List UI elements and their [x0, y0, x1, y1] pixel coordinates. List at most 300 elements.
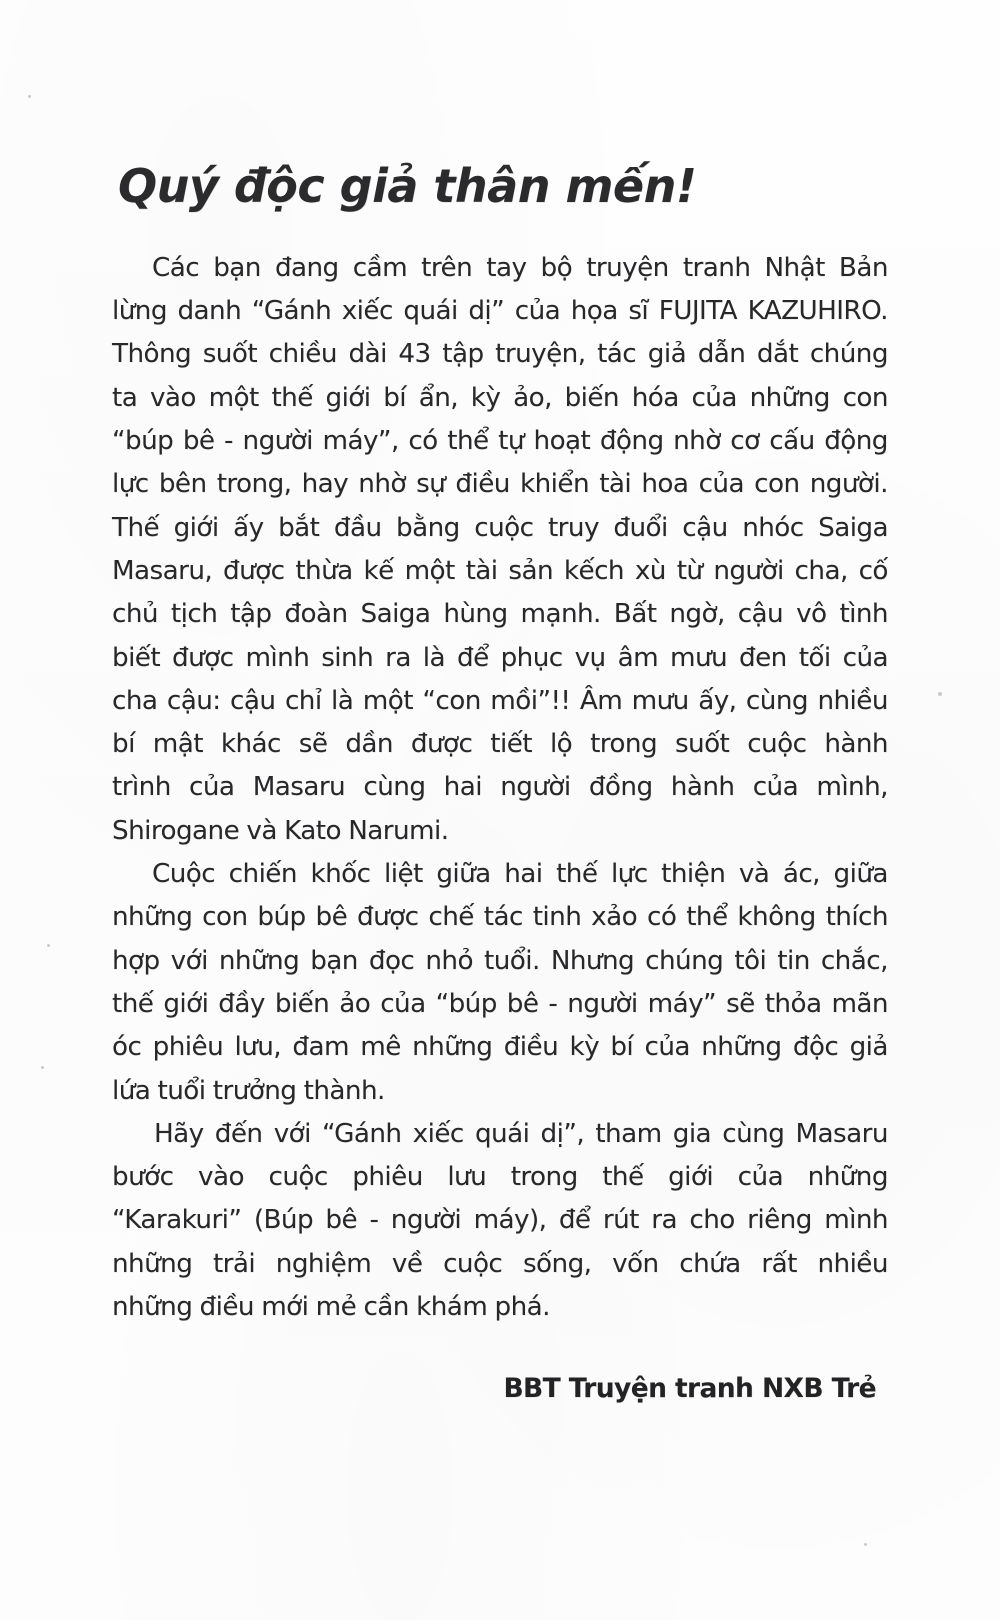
text-word: máy”, [322, 426, 399, 457]
text-word: vụ [574, 642, 606, 673]
text-word: cùng [722, 1118, 785, 1149]
text-word: quái [474, 1118, 530, 1149]
text-word: từ [676, 555, 703, 586]
text-word: họa [570, 296, 618, 327]
text-word: tài [465, 555, 498, 586]
text-word: lưu [447, 1162, 487, 1193]
text-word: - [548, 988, 558, 1019]
text-word: bước [112, 1162, 174, 1193]
text-word: bê [315, 902, 348, 933]
text-word: trong [590, 729, 658, 760]
text-word: khác [220, 729, 281, 760]
text-word: người [390, 1205, 462, 1236]
text-word: kếch [563, 555, 624, 586]
text-word: và [738, 859, 770, 890]
text-word: tiết [490, 729, 533, 760]
text-word: cha, [794, 555, 848, 586]
text-word: suốt [202, 339, 258, 370]
text-word: tay [486, 252, 527, 283]
text-line [112, 507, 888, 550]
text-word: ta [112, 382, 138, 413]
text-word: danh [177, 296, 242, 327]
text-line [112, 983, 888, 1026]
text-word: điều [503, 1032, 559, 1063]
text-word: cậu: [166, 685, 221, 716]
text-word: tham [595, 1118, 662, 1149]
text-line: Shirogane và Kato Narumi. [112, 815, 449, 846]
text-word: “Karakuri” [112, 1205, 242, 1236]
text-word: bí [383, 382, 407, 413]
text-word: của [644, 1032, 690, 1063]
text-line [112, 896, 888, 939]
page-title: Quý độc giả thân mến! [118, 159, 697, 213]
text-line [112, 1199, 888, 1242]
text-word: Nhật [764, 252, 825, 283]
text-word: hành [824, 729, 888, 760]
text-word: hai [504, 859, 543, 890]
text-word: của [380, 988, 426, 1019]
text-line [112, 247, 888, 290]
text-word: KAZUHIRO. [747, 296, 888, 327]
text-word: đam [292, 1032, 349, 1063]
text-word: được [410, 729, 473, 760]
text-word: tôi [734, 945, 767, 976]
text-word: lừng [112, 296, 167, 327]
text-word: truyện, [495, 339, 586, 370]
text-word: tác [597, 339, 637, 370]
text-word: chúng [645, 945, 724, 976]
text-word: cậu [682, 512, 728, 543]
text-word: thích [825, 902, 888, 933]
text-word: chủ [112, 599, 158, 630]
text-line [112, 377, 888, 420]
text-line [112, 853, 888, 896]
text-word: thỏa [764, 988, 822, 1019]
text-word: bê [182, 426, 215, 457]
text-word: với [170, 945, 208, 976]
text-word: bên [158, 469, 207, 500]
text-word: óc [112, 1032, 142, 1063]
text-word: ảo, [513, 382, 552, 413]
text-word: để [558, 1205, 591, 1236]
text-word: kỳ [470, 382, 501, 413]
text-word: rất [761, 1248, 797, 1279]
text-word: giả [647, 339, 687, 370]
text-word: Các [152, 252, 200, 283]
text-word: Masaru [252, 772, 346, 803]
text-word: lưu, [234, 1032, 282, 1063]
text-word: vốn [612, 1248, 659, 1279]
text-line [112, 593, 888, 636]
text-line [112, 290, 888, 333]
text-word: dị”, [540, 1118, 585, 1149]
text-word: thừa [295, 555, 353, 586]
text-word: được [172, 642, 234, 673]
text-word: động [824, 426, 888, 457]
text-word: quái [403, 296, 458, 327]
text-word: Bản [838, 252, 888, 283]
text-word: của [842, 642, 888, 673]
text-word: mạnh. [520, 599, 601, 630]
text-word: là [422, 642, 446, 673]
text-word: vào [149, 382, 196, 413]
text-word: cùng [363, 772, 426, 803]
text-word: tuổi. [484, 945, 540, 976]
text-word: chắc, [820, 945, 888, 976]
text-word: tinh [532, 902, 582, 933]
text-word: Saiga [360, 599, 431, 630]
text-word: đồng [588, 772, 653, 803]
text-word: 43 [398, 339, 431, 370]
text-word: liệt [384, 859, 423, 890]
text-word: bí [610, 1032, 634, 1063]
text-line [112, 333, 888, 376]
text-word: con [842, 382, 888, 413]
text-word: “con [422, 685, 481, 716]
text-word: hoạt [533, 426, 591, 457]
text-word: mưu [631, 685, 689, 716]
text-word: Thế [112, 512, 160, 543]
text-word: những [701, 1032, 782, 1063]
text-word: biến [274, 988, 330, 1019]
text-word: ác, [782, 859, 820, 890]
text-word: của [737, 1162, 784, 1193]
text-word: chứa [679, 1248, 741, 1279]
text-word: thế [112, 988, 154, 1019]
text-word: sự [416, 469, 446, 500]
text-word: một [404, 555, 455, 586]
text-word: ngờ, [669, 599, 725, 630]
text-word: “búp [435, 988, 497, 1019]
text-line [112, 420, 888, 463]
text-word: chế [428, 902, 474, 933]
text-word: rút [602, 1205, 639, 1236]
text-word: nhiều [817, 1248, 888, 1279]
text-word: hóa [631, 382, 679, 413]
text-word: dị” [468, 296, 505, 327]
text-word: người [500, 772, 571, 803]
text-word: Saiga [818, 512, 888, 543]
text-word: dẫn [697, 339, 746, 370]
text-word: những [112, 902, 193, 933]
text-word: được [223, 555, 285, 586]
text-word: suốt [674, 729, 730, 760]
text-word: trình [112, 772, 171, 803]
text-word: để [457, 642, 489, 673]
text-word: thế [271, 382, 313, 413]
text-word: phiêu [152, 1032, 224, 1063]
text-word: bạn [310, 945, 358, 976]
text-word: người [713, 555, 784, 586]
text-word: đến [214, 1118, 263, 1149]
text-word: sẽ [726, 988, 755, 1019]
text-word: con [754, 469, 800, 500]
text-word: giới [325, 382, 371, 413]
text-word: Thông [112, 339, 192, 370]
text-word: người [567, 988, 638, 1019]
text-word: trải [212, 1248, 256, 1279]
text-word: ấy, [698, 685, 737, 716]
text-word: mình [824, 1205, 888, 1236]
text-word: bê [506, 988, 539, 1019]
text-line [112, 1026, 888, 1069]
text-word: xiếc [412, 1118, 464, 1149]
text-word: ra [385, 642, 411, 673]
text-word: truy [547, 512, 599, 543]
text-word: sống, [522, 1248, 592, 1279]
text-line [112, 1113, 888, 1156]
text-word: bí [112, 729, 135, 760]
text-word: dắt [756, 339, 799, 370]
text-word: thế [556, 859, 598, 890]
text-word: kế [363, 555, 394, 586]
text-word: độc [792, 1032, 839, 1063]
text-word: tập [442, 339, 484, 370]
text-word: nhiều [817, 685, 888, 716]
text-word: tập [230, 599, 272, 630]
text-word: hoa [641, 469, 689, 500]
text-word: máy” [647, 988, 717, 1019]
text-word: của [189, 772, 235, 803]
text-word: Masaru [795, 1118, 888, 1149]
text-word: tình [839, 599, 888, 630]
page-speck [28, 95, 31, 98]
text-word: bộ [540, 252, 573, 283]
text-word: một [208, 382, 259, 413]
text-word: dài [348, 339, 387, 370]
text-word: những [112, 1248, 193, 1279]
text-word: đuổi [613, 512, 668, 543]
text-line: những điều mới mẻ cần khám phá. [112, 1292, 550, 1323]
text-word: cuộc [474, 512, 534, 543]
text-word: xù [634, 555, 666, 586]
text-line [112, 550, 888, 593]
text-word: âm [617, 642, 659, 673]
text-word: cha [112, 685, 158, 716]
page-speck [864, 1543, 867, 1546]
text-word: lực [610, 859, 648, 890]
text-word: Bất [613, 599, 657, 630]
text-word: xiếc [341, 296, 393, 327]
text-word: tịch [170, 599, 218, 630]
text-word: khiển [520, 469, 590, 500]
text-line [112, 1156, 888, 1199]
letter-body [112, 247, 888, 1329]
text-word: tự [498, 426, 524, 457]
text-word: những [412, 1032, 493, 1063]
text-word: hùng [443, 599, 508, 630]
text-line [112, 766, 888, 809]
text-word: tin [777, 945, 810, 976]
text-word: mồi”!! [490, 685, 571, 716]
text-word: xảo [591, 902, 638, 933]
text-word: cậu [230, 685, 276, 716]
text-word: của [752, 772, 799, 803]
text-word: ẩn, [418, 382, 459, 413]
text-word: máy), [473, 1205, 547, 1236]
text-word: mật [152, 729, 203, 760]
text-word: sản [508, 555, 554, 586]
text-word: nhóc [742, 512, 804, 543]
text-word: mê [360, 1032, 401, 1063]
text-word: giữa [833, 859, 888, 890]
text-word: tác [483, 902, 523, 933]
text-line [112, 723, 888, 766]
text-word: hay [301, 469, 349, 500]
text-word: khốc [310, 859, 371, 890]
text-word: nhỏ [425, 945, 473, 976]
text-word: sĩ [628, 296, 649, 327]
text-word: có [408, 426, 438, 457]
text-word: biến [564, 382, 619, 413]
text-word: mãn [831, 988, 888, 1019]
text-word: truyện [586, 252, 669, 283]
text-word: Nhưng [550, 945, 635, 976]
text-line [112, 940, 888, 983]
text-word: nhờ [673, 426, 721, 457]
text-word: lực [112, 469, 149, 500]
text-word: vào [198, 1162, 244, 1193]
text-word: những [218, 945, 300, 976]
text-word: (Búp [253, 1205, 314, 1236]
text-word: bê [325, 1205, 358, 1236]
text-line [112, 637, 888, 680]
text-line [112, 463, 888, 506]
paragraph-intro [112, 247, 888, 507]
signature: BBT Truyện tranh NXB Trẻ [503, 1373, 876, 1405]
text-word: tài [599, 469, 632, 500]
text-word: “búp [112, 426, 174, 457]
text-word: chiều [268, 339, 337, 370]
text-word: giới [668, 1162, 714, 1193]
text-word: giới [163, 988, 209, 1019]
text-word: “Gánh [322, 1118, 402, 1149]
text-word: thể [686, 902, 728, 933]
text-word: đầy [218, 988, 265, 1019]
text-word: cuộc [443, 1248, 503, 1279]
text-word: búp [257, 902, 306, 933]
text-word: của [514, 296, 561, 327]
text-word: chỉ [284, 685, 322, 716]
text-word: điều [455, 469, 510, 500]
text-word: đầu [333, 512, 382, 543]
text-word: hợp [112, 945, 160, 976]
text-word: bằng [396, 512, 460, 543]
text-word: thiện [661, 859, 726, 890]
text-word: động [599, 426, 664, 457]
text-word: bắt [278, 512, 320, 543]
paragraph-plot [112, 507, 888, 853]
text-word: trong, [216, 469, 292, 500]
text-word: về [391, 1248, 423, 1279]
text-word: có [646, 902, 677, 933]
text-word: cậu [737, 599, 784, 630]
text-word: trong [510, 1162, 578, 1193]
text-word: không [737, 902, 816, 933]
text-word: ấy [233, 512, 264, 543]
text-line [112, 680, 888, 723]
text-word: cùng [745, 685, 808, 716]
text-word: đen [739, 642, 787, 673]
text-word: một [362, 685, 413, 716]
text-word: người [242, 426, 313, 457]
text-word: ảo [339, 988, 371, 1019]
page-speck [41, 1066, 44, 1069]
paragraph-invitation [112, 1113, 888, 1329]
text-word: cố [858, 555, 888, 586]
text-word: sinh [321, 642, 374, 673]
text-word: chúng [809, 339, 888, 370]
text-word: nghiệm [275, 1248, 372, 1279]
text-word: Cuộc [152, 859, 216, 890]
text-word: đang [274, 252, 339, 283]
text-word: phục [500, 642, 563, 673]
text-word: nhờ [358, 469, 406, 500]
text-word: con [202, 902, 248, 933]
text-word: FUJITA [658, 296, 737, 327]
text-word: những [749, 382, 830, 413]
text-word: tranh [682, 252, 751, 283]
text-word: ra [651, 1205, 677, 1236]
foreword-letter [112, 160, 888, 1404]
text-word: giữa [436, 859, 491, 890]
text-line [112, 1243, 888, 1286]
text-word: Masaru, [112, 555, 213, 586]
text-word: vô [796, 599, 827, 630]
text-word: mình, [816, 772, 888, 803]
text-word: Hãy [154, 1118, 204, 1149]
text-word: hai [443, 772, 482, 803]
text-word: gia [672, 1118, 712, 1149]
text-word: thế [602, 1162, 644, 1193]
paragraph-audience [112, 853, 888, 1113]
text-word: kỳ [569, 1032, 600, 1063]
text-word: biết [112, 642, 161, 673]
text-word: bạn [213, 252, 261, 283]
text-word: người. [809, 469, 888, 500]
text-line: lứa tuổi trưởng thành. [112, 1075, 385, 1106]
text-word: giới [173, 512, 219, 543]
text-word: được [357, 902, 419, 933]
text-word: những [807, 1162, 888, 1193]
text-word: đọc [368, 945, 415, 976]
text-word: thể [447, 426, 489, 457]
text-word: mình [245, 642, 310, 673]
page-speck [47, 944, 50, 947]
text-word: phiêu [352, 1162, 423, 1193]
text-word: cơ [730, 426, 760, 457]
text-word: “Gánh [251, 296, 332, 327]
text-word: cuộc [268, 1162, 328, 1193]
text-word: cho [689, 1205, 735, 1236]
text-word: - [369, 1205, 379, 1236]
text-word: là [331, 685, 354, 716]
text-word: đoàn [284, 599, 348, 630]
text-word: trên [421, 252, 473, 283]
text-word: - [224, 426, 233, 457]
text-word: của [691, 382, 737, 413]
text-word: của [698, 469, 744, 500]
text-word: giả [849, 1032, 888, 1063]
text-word: cấu [769, 426, 815, 457]
text-word: cuộc [747, 729, 807, 760]
text-word: sẽ [298, 729, 328, 760]
text-word: cầm [352, 252, 408, 283]
page-speck [938, 692, 942, 696]
text-word: tối [798, 642, 831, 673]
text-word: riêng [747, 1205, 812, 1236]
text-word: hành [670, 772, 735, 803]
